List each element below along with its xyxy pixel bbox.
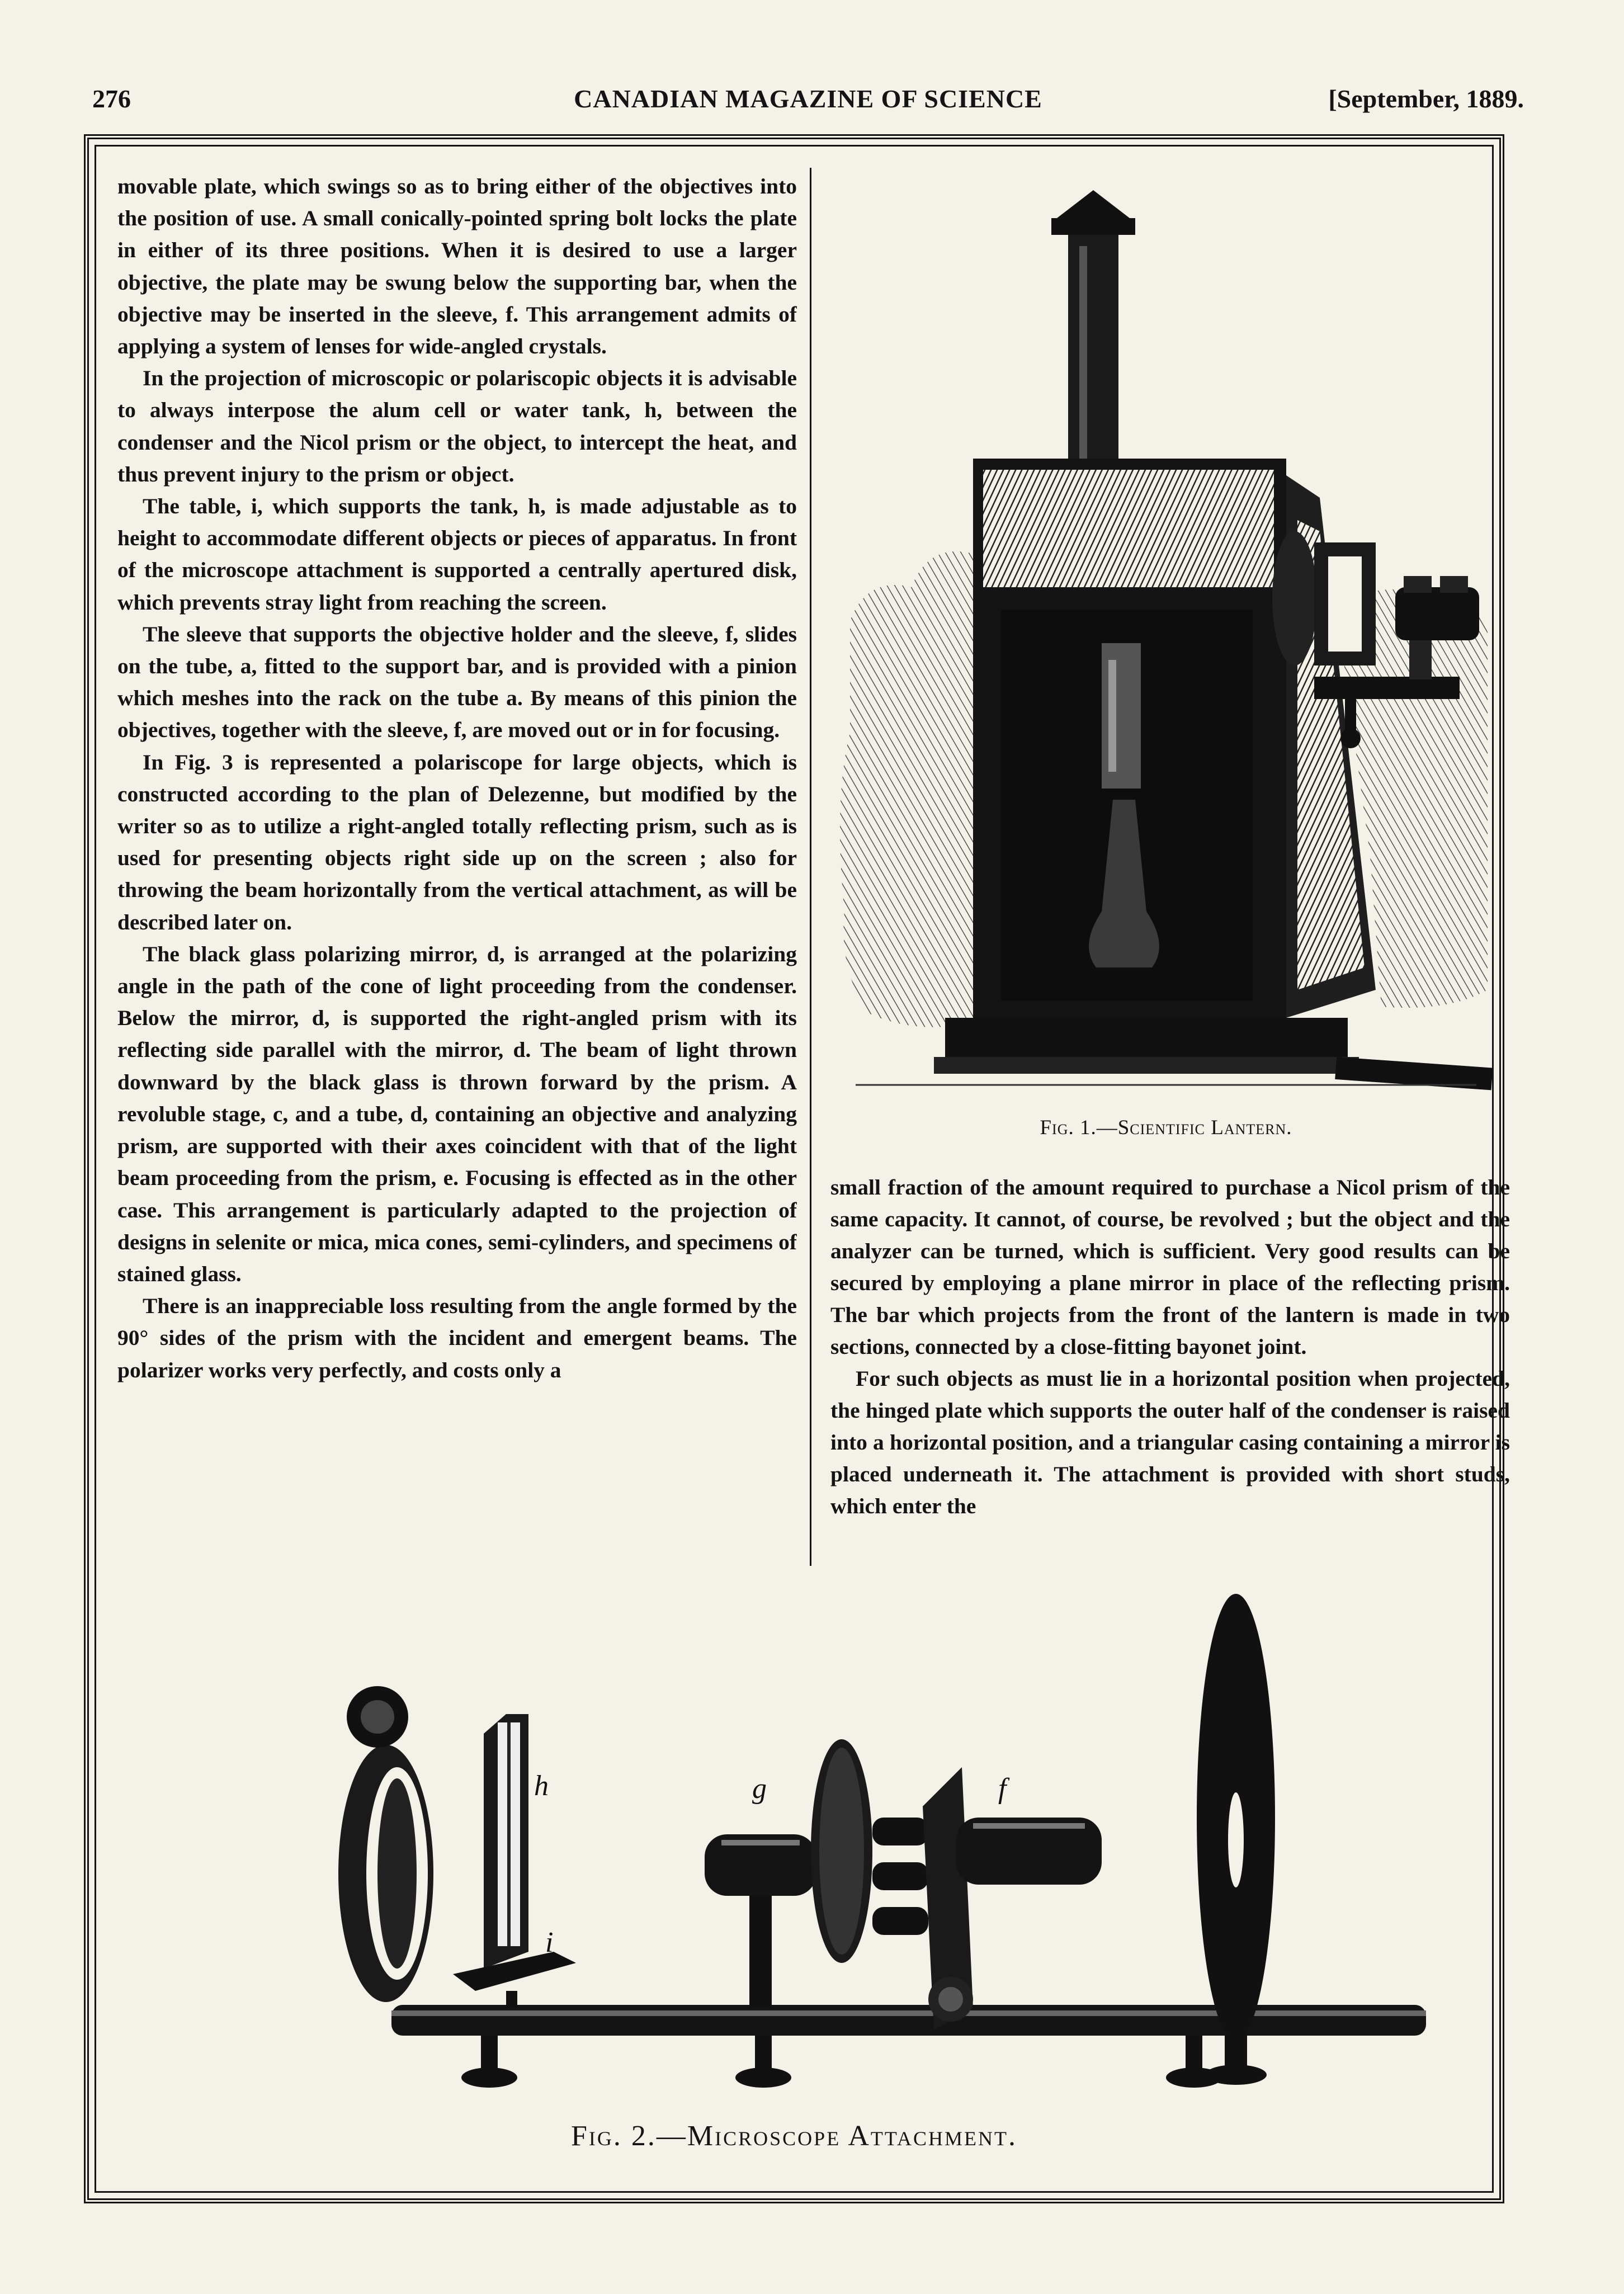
paragraph: In Fig. 3 is represented a polariscope for large objects, which is constructed according to the plan of Delezenne, but modified by the writer so as to utilize a right-angled totally reflecting prism, such as is used for presenting objects right side up on the screen ; also for throwing the beam horizontally from the vertical attachment, as will be described later on. <box>117 749 797 934</box>
paragraph: The black glass polarizing mirror, d, is arranged at the polarizing angle in the path of the cone of light proceeding from the condenser. Below the mirror, d, is supported the right-angled prism with its reflecting side parallel with the mirror, d. The beam of light thrown downward by the black glass is thrown forward by the prism. A revoluble stage, c, and a tube, d, containing an objective and analyzing prism, are supported with their axes coincident with that of the light beam proceeding from the prism, e. Focusing is effected as in the other case. This arrangement is particularly adapted to the projection of designs in selenite or mica, mica cones, semi-cylinders, and specimens of stained glass. <box>117 941 797 1286</box>
fig2-label-f: f <box>998 1773 1007 1805</box>
paragraph: small fraction of the amount required to purchase a Nicol prism of the same capacity. It cannot, of course, be revolved ; but the object and the analyzer can be turned, which is sufficient. Very good results can be secured by employing a plane mirror in place of the reflecting prism. The bar which projects from the front of the lantern is made in two sections, connected by a close-fitting bayonet joint. <box>830 1175 1510 1359</box>
paragraph: The sleeve that supports the objective holder and the sleeve, f, slides on the tube, a, fitted to the support bar, and is provided with a pinion which meshes into the rack on the tube a. By means of this pinion the objectives, together with the sleeve, f, are moved out or in for focusing. <box>117 621 797 743</box>
column-rule <box>810 168 811 1566</box>
left-column <box>117 171 797 1552</box>
paragraph: The table, i, which supports the tank, h, is made adjustable as to height to accommodate different objects or pieces of apparatus. In front of the microscope attachment is supported a centrally apertured disk, which prevents stray light from reaching the screen. <box>117 494 797 615</box>
fig2-label-i: i <box>545 1927 554 1958</box>
figure-2-caption: Fig. 2.—Microscope Attachment. <box>571 2120 1017 2152</box>
running-header <box>92 84 1524 123</box>
right-column <box>830 1172 1510 1563</box>
paragraph: For such objects as must lie in a horizontal position when projected, the hinged plate which supports the outer half of the condenser is raised into a horizontal position, and a triangular casing containing a mirror is placed underneath it. The attachment is provided with short studs, which enter the <box>830 1366 1510 1518</box>
fig2-label-h: h <box>534 1770 549 1802</box>
issue-date: [September, 1889. <box>1328 84 1524 113</box>
microscope-attachment-figure <box>313 1583 1532 2114</box>
page-number: 276 <box>92 84 131 113</box>
paragraph: In the projection of microscopic or polariscopic objects it is advisable to always interpose the alum cell or water tank, h, between the condenser and the Nicol prism or the object, to intercept the heat, and thus prevent injury to the prism or object. <box>117 366 797 487</box>
scientific-lantern-figure <box>833 185 1499 1102</box>
fig2-label-g: g <box>752 1773 767 1805</box>
paragraph: There is an inappreciable loss resulting from the angle formed by the 90° sides of the prism with the incident and emergent beams. The polarizer works very perfectly, and costs only a <box>117 1294 797 1382</box>
paragraph: movable plate, which swings so as to bring either of the objectives into the position of use. A small conically-pointed spring bolt locks the plate in either of its three positions. When it is desired to use a larger objective, the plate may be swung below the supporting bar, when the objective may be inserted in the sleeve, f. This arrangement admits of applying a system of lenses for wide-angled crystals. <box>117 174 797 359</box>
journal-title: CANADIAN MAGAZINE OF SCIENCE <box>574 84 1042 113</box>
figure-1-caption: Fig. 1.—Scientific Lantern. <box>1040 1116 1292 1139</box>
